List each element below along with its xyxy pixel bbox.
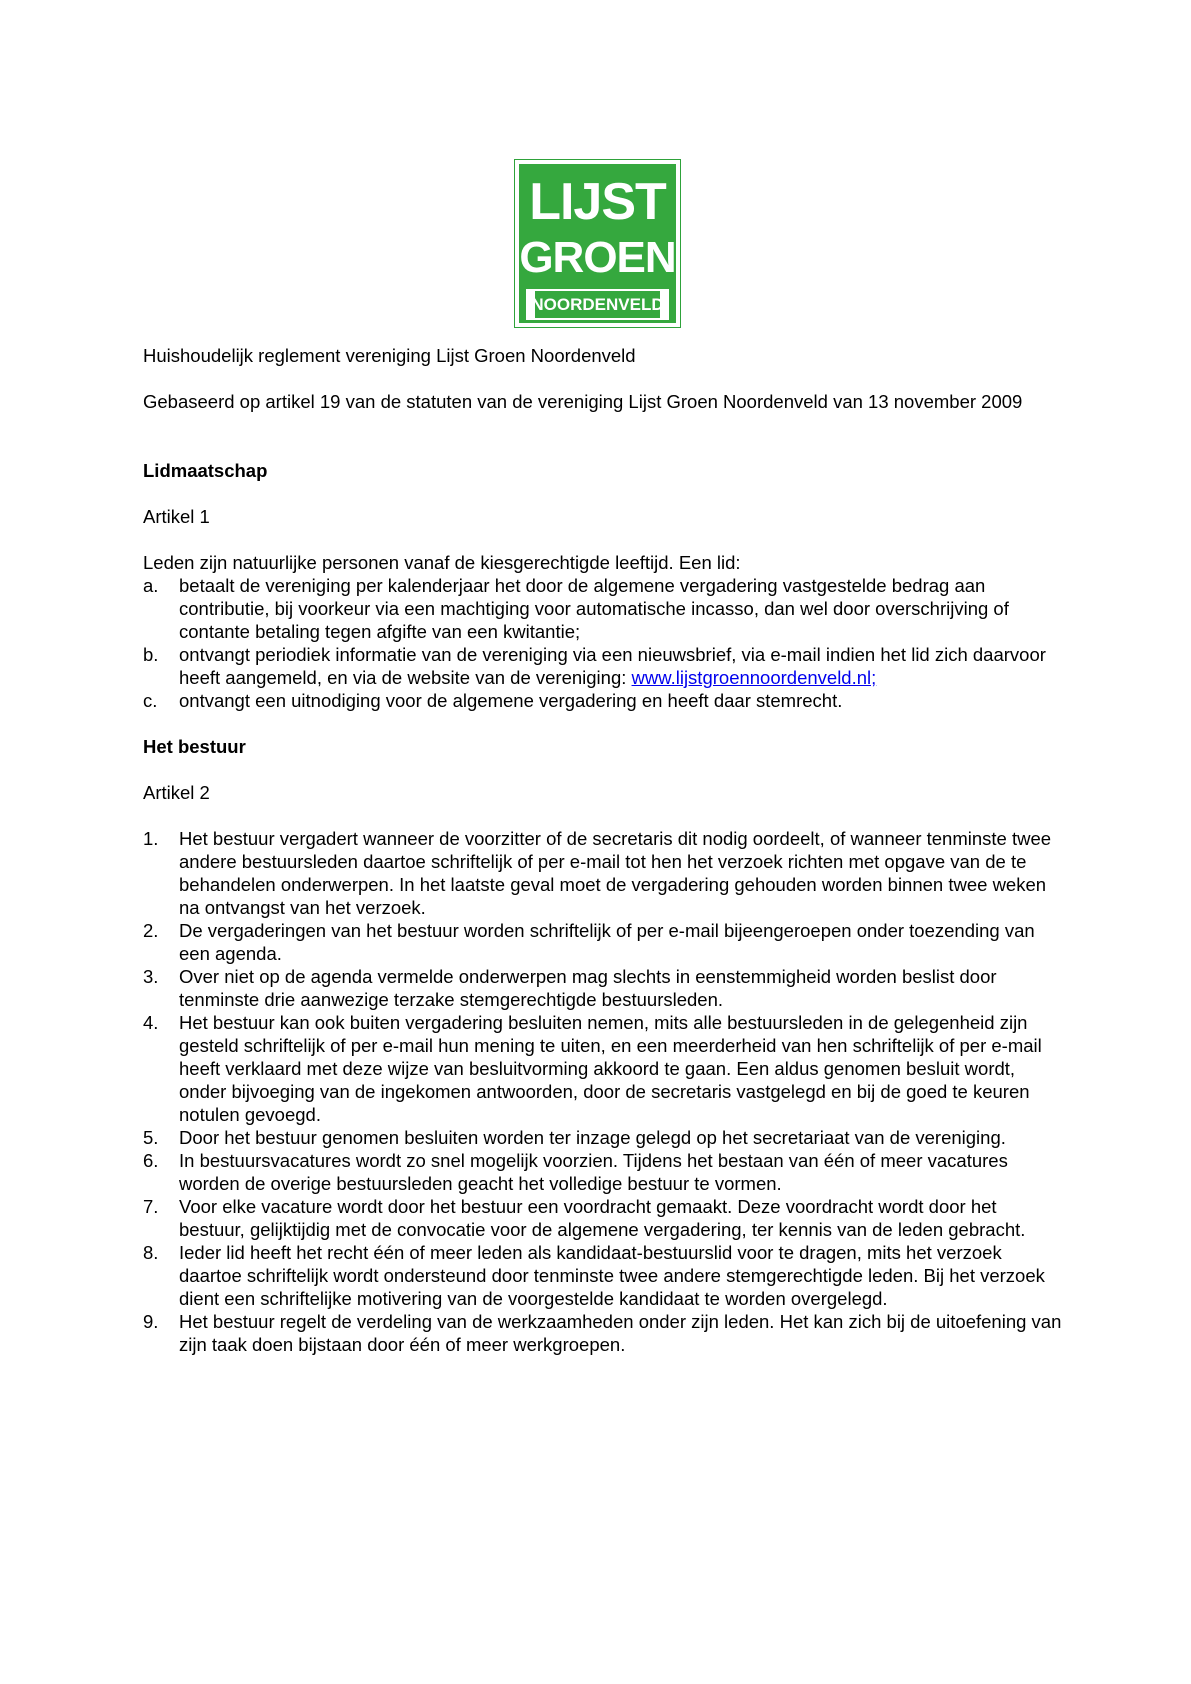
list-item-text: De vergaderingen van het bestuur worden schriftelijk of per e-mail bijeengeroepen onder toezending van een agenda. — [179, 920, 1035, 964]
list-item-text: Voor elke vacature wordt door het bestuur een voordracht gemaakt. Deze voordracht wordt door het bestuur, gelijktijdig met de convocatie voor de algemene vergadering, ter kennis van de leden gebracht. — [179, 1196, 1026, 1240]
list-item — [143, 919, 1063, 965]
logo-line-1: LIJST — [529, 173, 666, 231]
list-item — [143, 1149, 1063, 1195]
list-marker: a. — [143, 575, 159, 596]
website-link[interactable]: www.lijstgroennoordenveld.nl; — [631, 667, 877, 688]
list-marker: 7. — [143, 1196, 159, 1217]
section-heading-bestuur: Het bestuur — [143, 736, 246, 757]
article-1-label: Artikel 1 — [143, 506, 210, 527]
list-item — [143, 827, 1063, 919]
article-1-intro: Leden zijn natuurlijke personen vanaf de kiesgerechtigde leeftijd. Een lid: — [143, 552, 741, 573]
section-heading-lidmaatschap: Lidmaatschap — [143, 460, 268, 481]
list-marker: b. — [143, 644, 159, 665]
list-item — [143, 1126, 1063, 1149]
document-basis: Gebaseerd op artikel 19 van de statuten van de vereniging Lijst Groen Noordenveld van 13 november 2009 — [143, 391, 1023, 412]
list-item-text: Het bestuur vergadert wanneer de voorzitter of de secretaris dit nodig oordeelt, of wanneer tenminste twee andere bestuursleden daartoe schriftelijk of per e-mail tot hen het verzoek richten met opgave van de te behandelen onderwerpen. In het laatste geval moet de vergadering gehouden worden binnen twee weken na ontvangst van het verzoek. — [179, 828, 1052, 918]
list-item — [143, 574, 1063, 643]
list-marker: 8. — [143, 1242, 159, 1263]
list-item — [143, 965, 1063, 1011]
list-item — [143, 1310, 1063, 1356]
logo-line-3: NOORDENVELD — [535, 291, 660, 318]
list-item-text: betaalt de vereniging per kalenderjaar het door de algemene vergadering vastgestelde bedrag aan contributie, bij voorkeur via een machtiging voor automatische incasso, dan wel door overschrijving of contante betaling tegen afgifte van een kwitantie; — [179, 575, 1009, 642]
list-item — [143, 643, 1063, 689]
list-item-text: Het bestuur kan ook buiten vergadering besluiten nemen, mits alle bestuursleden in de gelegenheid zijn gesteld schriftelijk of per e-mail hun mening te uiten, en een meerderheid van hen schriftelijk of per e-mail heeft verklaard met deze wijze van besluitvorming akkoord te gaan. Een aldus genomen besluit wordt, onder bijvoeging van de ingekomen antwoorden, door de secretaris vastgelegd en bij de goed te keuren notulen gevoegd. — [179, 1012, 1042, 1125]
document-title: Huishoudelijk reglement vereniging Lijst Groen Noordenveld — [143, 345, 636, 366]
list-marker: 9. — [143, 1311, 159, 1332]
logo-background — [519, 164, 676, 323]
list-item — [143, 689, 1063, 712]
logo-line-2: GROEN — [519, 233, 676, 282]
list-item-text: Het bestuur regelt de verdeling van de werkzaamheden onder zijn leden. Het kan zich bij de uitoefening van zijn taak doen bijstaan door één of meer werkgroepen. — [179, 1311, 1062, 1355]
document-body — [143, 344, 1063, 1356]
list-item-text: Over niet op de agenda vermelde onderwerpen mag slechts in eenstemmigheid worden beslist door tenminste drie aanwezige terzake stemgerechtigde bestuursleden. — [179, 966, 997, 1010]
list-item-text: In bestuursvacatures wordt zo snel mogelijk voorzien. Tijdens het bestaan van één of meer vacatures worden de overige bestuursleden geacht het volledige bestuur te vormen. — [179, 1150, 1008, 1194]
list-marker: c. — [143, 690, 158, 711]
list-item — [143, 1011, 1063, 1126]
list-marker: 5. — [143, 1127, 159, 1148]
article-2-label: Artikel 2 — [143, 782, 210, 803]
list-item-text: ontvangt periodiek informatie van de vereniging via een nieuwsbrief, via e-mail indien het lid zich daarvoor heeft aangemeld, en via de website van de vereniging: — [179, 644, 1046, 688]
list-item — [143, 1241, 1063, 1310]
list-marker: 4. — [143, 1012, 159, 1033]
list-marker: 6. — [143, 1150, 159, 1171]
list-item — [143, 1195, 1063, 1241]
list-marker: 1. — [143, 828, 159, 849]
list-item-text: ontvangt een uitnodiging voor de algemene vergadering en heeft daar stemrecht. — [179, 690, 843, 711]
list-item-text: Door het bestuur genomen besluiten worden ter inzage gelegd op het secretariaat van de vereniging. — [179, 1127, 1006, 1148]
list-marker: 3. — [143, 966, 159, 987]
logo — [514, 159, 681, 328]
list-item-text: Ieder lid heeft het recht één of meer leden als kandidaat-bestuurslid voor te dragen, mits het verzoek daartoe schriftelijk wordt ondersteund door tenminste twee andere stemgerechtigde leden. Bij het verzoek dient een schriftelijke motivering van de voorgestelde kandidaat te worden overgelegd. — [179, 1242, 1045, 1309]
logo-line-3-box — [526, 289, 669, 320]
list-marker: 2. — [143, 920, 159, 941]
